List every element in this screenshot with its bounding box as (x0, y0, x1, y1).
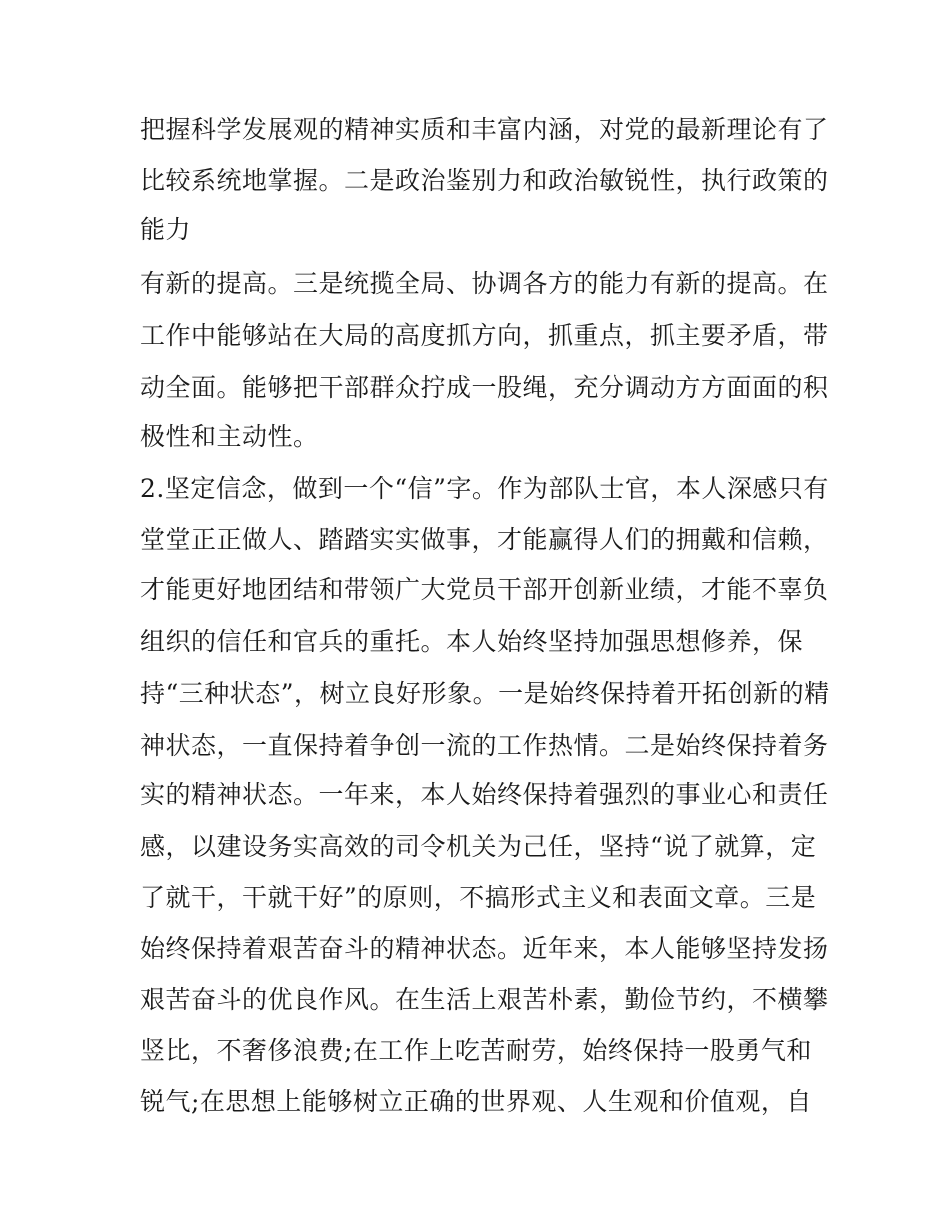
text-line: 始终保持着艰苦奋斗的精神状态。近年来，本人能够坚持发扬 (140, 934, 829, 963)
text-line: 实的精神状态。一年来，本人始终保持着强烈的事业心和责任 (140, 780, 829, 809)
text-line: 极性和主动性。 (140, 422, 319, 451)
text-line: 有新的提高。三是统揽全局、协调各方的能力有新的提高。在 (140, 269, 829, 298)
text-line: 能力 (140, 215, 192, 244)
text-line: 2.坚定信念，做到一个“信”字。作为部队士官，本人深感只有 (140, 474, 829, 503)
text-line: 组织的信任和官兵的重托。本人始终坚持加强思想修养，保 (140, 627, 804, 656)
text-line: 工作中能够站在大局的高度抓方向，抓重点，抓主要矛盾，带 (140, 321, 829, 350)
text-line: 锐气;在思想上能够树立正确的世界观、人生观和价值观，自 (140, 1087, 812, 1116)
text-line: 堂堂正正做人、踏踏实实做事，才能赢得人们的拥戴和信赖， (140, 525, 829, 554)
text-line: 艰苦奋斗的优良作风。在生活上艰苦朴素，勤俭节约，不横攀 (140, 985, 829, 1014)
text-line: 才能更好地团结和带领广大党员干部开创新业绩，才能不辜负 (140, 575, 829, 604)
text-line: 动全面。能够把干部群众拧成一股绳，充分调动方方面面的积 (140, 373, 829, 402)
text-line: 神状态，一直保持着争创一流的工作热情。二是始终保持着务 (140, 731, 829, 760)
text-line: 竖比，不奢侈浪费;在工作上吃苦耐劳，始终保持一股勇气和 (140, 1036, 812, 1065)
text-line: 把握科学发展观的精神实质和丰富内涵，对党的最新理论有了 (140, 115, 829, 144)
text-line: 感，以建设务实高效的司令机关为己任，坚持“说了就算，定 (140, 832, 817, 861)
text-line: 持“三种状态”，树立良好形象。一是始终保持着开拓创新的精 (140, 679, 830, 708)
text-line: 了就干，干就干好”的原则，不搞形式主义和表面文章。三是 (140, 883, 817, 912)
text-line: 比较系统地掌握。二是政治鉴别力和政治敏锐性，执行政策的 (140, 166, 829, 195)
